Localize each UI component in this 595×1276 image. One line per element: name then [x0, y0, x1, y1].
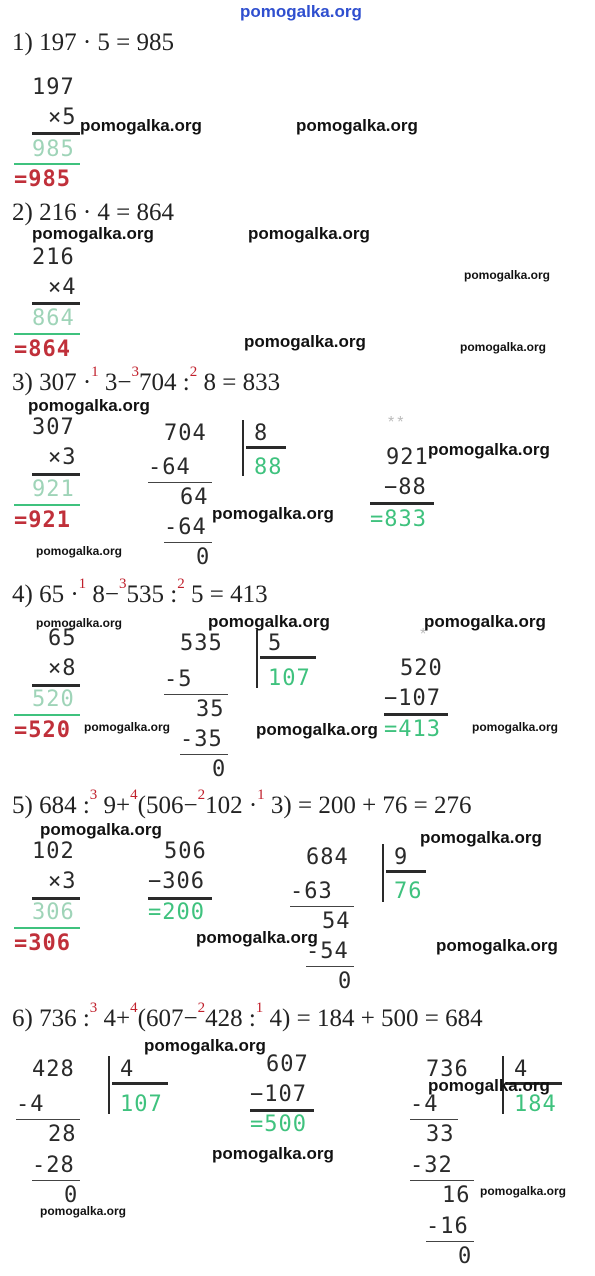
p5-rem-2: 0: [338, 969, 353, 994]
p6-div2-line-2: [410, 1180, 474, 1181]
watermark: pomogalka.org: [424, 612, 546, 631]
p3-mult-result: =921: [14, 508, 71, 533]
equation-text: 197 · 5 = 985: [39, 29, 175, 56]
p3-factor-a: 307: [32, 415, 75, 440]
watermark: pomogalka.org: [428, 1076, 550, 1095]
watermark: pomogalka.org: [208, 612, 330, 631]
watermark: pomogalka.org: [472, 720, 559, 734]
watermark: pomogalka.org: [196, 928, 318, 947]
watermark: pomogalka.org: [212, 1144, 334, 1163]
p6-div2-sub-2: -32: [410, 1153, 453, 1178]
p3-rem-2: 0: [196, 545, 211, 570]
watermark: pomogalka.org: [436, 936, 558, 955]
eq-part: 736 :: [39, 1005, 90, 1032]
p2-factor-b: ×4: [48, 275, 77, 300]
p4-sub-2: -35: [180, 727, 223, 752]
p4-factor-b: ×8: [48, 656, 77, 681]
order-mark: 1: [255, 1000, 264, 1016]
p2-result-line: [14, 333, 80, 335]
p3-factor-b: ×3: [48, 445, 77, 470]
order-mark: 2: [197, 1000, 206, 1016]
eq-part: 4) = 184 + 500 = 684: [263, 1005, 483, 1032]
p6-div2-rem-3: 0: [458, 1244, 473, 1269]
watermark: pomogalka.org: [480, 1184, 567, 1198]
p3-sub-line: [370, 502, 434, 505]
p1-result: =985: [14, 167, 71, 192]
eq-part: 102 ·: [205, 792, 258, 819]
p5-subtrahend: −306: [148, 869, 205, 894]
problem-number: 1): [12, 29, 33, 56]
p4-factor-a: 65: [48, 626, 77, 651]
p6-div1-divisor: 4: [120, 1057, 135, 1082]
p3-sub-2: -64: [164, 515, 207, 540]
p4-quotient: 107: [268, 666, 311, 691]
p6-div2-rem-1: 33: [426, 1122, 455, 1147]
problem-number: 2): [12, 199, 33, 226]
p6-div1-line-1: [16, 1119, 80, 1120]
problem-5-equation: [12, 787, 472, 821]
p5-sub-result: =200: [148, 900, 205, 925]
p1-ghost-result: 985: [32, 137, 75, 162]
p5-sub-1: -63: [290, 879, 333, 904]
watermark: pomogalka.org: [460, 340, 547, 354]
p6-div2-rem-2: 16: [442, 1183, 471, 1208]
watermark: pomogalka.org: [40, 1204, 127, 1218]
watermark: pomogalka.org: [40, 820, 162, 839]
p3-ghost-result: 921: [32, 477, 75, 502]
p1-result-line: [14, 163, 80, 165]
order-mark: 3: [131, 364, 140, 380]
eq-part: 9+: [97, 792, 131, 819]
p2-result: =864: [14, 337, 71, 362]
eq-part: 428 :: [205, 1005, 256, 1032]
order-mark: 2: [197, 787, 206, 803]
eq-part: (607−: [137, 1005, 198, 1032]
p5-div-line-2: [306, 966, 354, 967]
p5-div-line-1: [290, 906, 354, 907]
site-header[interactable]: pomogalka.org: [240, 2, 362, 21]
equation-text: 216 · 4 = 864: [39, 199, 175, 226]
p6-div1-sub-1: -4: [16, 1092, 45, 1117]
p3-sub-1: -64: [148, 455, 191, 480]
p5-factor-b: ×3: [48, 869, 77, 894]
p5-quotient: 76: [394, 879, 423, 904]
problem-number: 6): [12, 1005, 33, 1032]
problem-1-equation: [12, 28, 174, 58]
watermark: pomogalka.org: [36, 616, 123, 630]
p3-div-line-2: [164, 542, 212, 543]
p3-minuend: 921: [386, 445, 429, 470]
p3-dividend: 704: [164, 421, 207, 446]
eq-part: 3) = 200 + 76 = 276: [264, 792, 472, 819]
p5-dividend: 684: [306, 845, 349, 870]
order-mark: 4: [130, 787, 138, 803]
p4-sub-1: -5: [164, 667, 193, 692]
p6-div2-quotient: 184: [514, 1092, 557, 1117]
order-mark: 1: [257, 787, 265, 803]
p3-sub-result: =833: [370, 507, 427, 532]
p5-sub-2: -54: [306, 939, 349, 964]
p3-quotient: 88: [254, 455, 283, 480]
eq-part: 684 :: [39, 792, 90, 819]
p5-ghost-result: 306: [32, 900, 75, 925]
p3-division-bar: [242, 420, 244, 476]
p4-rem-2: 0: [212, 757, 227, 782]
p6-div1-rem-2: 0: [64, 1183, 79, 1208]
p5-minuend: 506: [164, 839, 207, 864]
order-mark: 1: [78, 576, 87, 592]
problem-number: 5): [12, 792, 33, 819]
p6-div1-divisor-line: [112, 1082, 168, 1085]
eq-part: 3−: [98, 369, 132, 396]
watermark: pomogalka.org: [212, 504, 334, 523]
problem-number: 4): [12, 581, 33, 608]
order-mark: 3: [89, 787, 98, 803]
p3-divisor: 8: [254, 421, 269, 446]
p3-result-line: [14, 504, 80, 506]
p1-factor-b: ×5: [48, 105, 77, 130]
p5-division-bar: [382, 844, 384, 902]
eq-part: (506−: [137, 792, 198, 819]
watermark: pomogalka.org: [420, 828, 542, 847]
p4-divisor-line: [260, 656, 316, 659]
order-mark: 4: [130, 1000, 138, 1016]
p3-subtrahend: −88: [384, 475, 427, 500]
p6-div1-rem-1: 28: [48, 1122, 77, 1147]
p5-rem-1: 54: [322, 909, 351, 934]
watermark: pomogalka.org: [464, 268, 551, 282]
p5-divisor-line: [386, 870, 426, 873]
watermark: pomogalka.org: [296, 116, 418, 135]
watermark: pomogalka.org: [248, 224, 370, 243]
p5-mult-result: =306: [14, 931, 71, 956]
p3-divisor-line: [246, 446, 286, 449]
problem-4-equation: [12, 576, 268, 610]
eq-part: 307 ·: [39, 369, 92, 396]
order-mark: 2: [189, 364, 198, 380]
p4-division-bar: [256, 630, 258, 688]
watermark: pomogalka.org: [28, 396, 150, 415]
p2-ghost-result: 864: [32, 306, 75, 331]
p3-rem-1: 64: [180, 485, 209, 510]
p3-borrow-marks: **: [388, 414, 407, 431]
p4-minuend: 520: [400, 656, 443, 681]
eq-part: 8 = 833: [197, 369, 281, 396]
p6-sub-result: =500: [250, 1112, 307, 1137]
watermark: pomogalka.org: [84, 720, 171, 734]
p6-div2-line-1: [410, 1119, 458, 1120]
p5-divisor: 9: [394, 845, 409, 870]
p5-result-line: [14, 927, 80, 929]
p6-minuend: 607: [266, 1052, 309, 1077]
watermark: pomogalka.org: [256, 720, 378, 739]
p2-factor-a: 216: [32, 245, 75, 270]
watermark: pomogalka.org: [244, 332, 366, 351]
watermark: pomogalka.org: [32, 224, 154, 243]
order-mark: 3: [119, 576, 127, 592]
p6-div2-sub-3: -16: [426, 1214, 469, 1239]
p6-subtrahend: −107: [250, 1082, 307, 1107]
p6-div2-sub-1: -4: [410, 1092, 439, 1117]
watermark: pomogalka.org: [80, 116, 202, 135]
watermark: pomogalka.org: [144, 1036, 266, 1055]
order-mark: 3: [89, 1000, 98, 1016]
p4-div-line-1: [164, 694, 228, 695]
order-mark: 1: [91, 364, 99, 380]
p1-mult-line: [32, 132, 80, 135]
problem-6-equation: [12, 1000, 483, 1034]
watermark: pomogalka.org: [428, 440, 550, 459]
p4-ghost-result: 520: [32, 687, 75, 712]
p4-rem-1: 35: [196, 697, 225, 722]
p4-dividend: 535: [180, 631, 223, 656]
eq-part: 65 ·: [39, 581, 79, 608]
p6-div1-bar: [108, 1056, 110, 1114]
watermark: pomogalka.org: [36, 544, 123, 558]
p6-div2-divisor: 4: [514, 1057, 529, 1082]
p6-div2-dividend: 736: [426, 1057, 469, 1082]
eq-part: 704 :: [139, 369, 190, 396]
p4-divisor: 5: [268, 631, 283, 656]
problem-3-equation: [12, 364, 281, 398]
p6-div1-quotient: 107: [120, 1092, 163, 1117]
eq-part: 535 :: [126, 581, 178, 608]
p4-mult-result: =520: [14, 718, 71, 743]
eq-part: 4+: [97, 1005, 131, 1032]
p6-div1-dividend: 428: [32, 1057, 75, 1082]
p6-div1-line-2: [32, 1180, 80, 1181]
p4-sub-result: =413: [384, 717, 441, 742]
eq-part: 5 = 413: [184, 581, 268, 608]
eq-part: 8−: [86, 581, 120, 608]
p6-div2-line-3: [426, 1241, 474, 1242]
p5-factor-a: 102: [32, 839, 75, 864]
p4-div-line-2: [180, 754, 228, 755]
order-mark: 2: [177, 576, 185, 592]
p1-factor-a: 197: [32, 75, 75, 100]
p3-div-line-1: [148, 482, 212, 483]
p4-borrow-marks: *: [420, 626, 430, 643]
p4-subtrahend: −107: [384, 686, 441, 711]
problem-number: 3): [12, 369, 33, 396]
p6-div1-sub-2: -28: [32, 1153, 75, 1178]
p4-result-line: [14, 714, 80, 716]
